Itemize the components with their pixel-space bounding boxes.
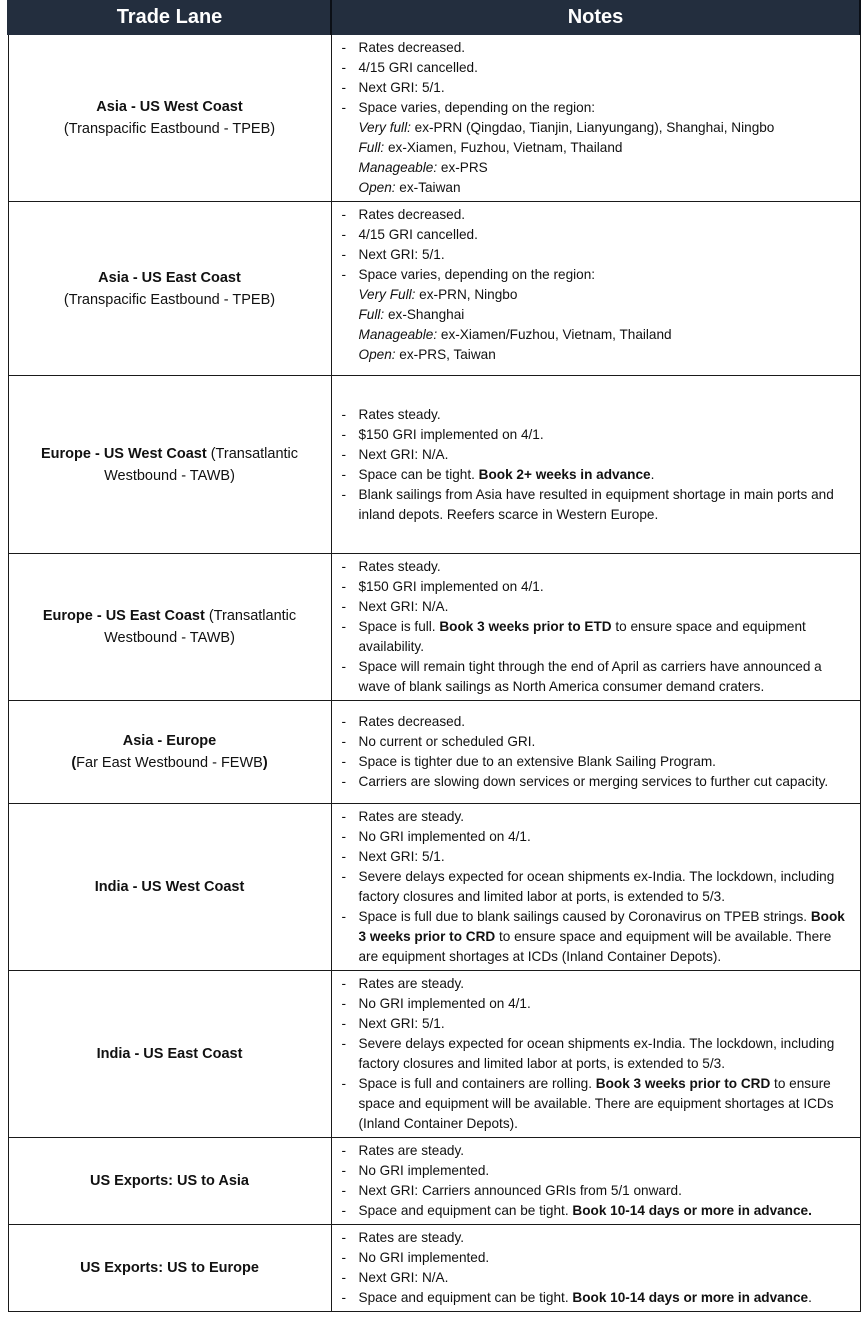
notes-list [340,557,852,697]
note-item: - No current or scheduled GRI. [340,732,852,752]
trade-lane-cell [8,554,331,701]
note-item [340,907,852,967]
notes-cell [331,35,860,202]
trade-lane-cell [8,1225,331,1312]
notes-cell [331,971,860,1138]
note-text: . [650,466,655,482]
lane-subtitle-text: Far East Westbound - FEWB [76,755,263,771]
note-item: - Next GRI: 5/1. [340,1014,852,1034]
region-line [340,158,852,178]
note-item: - Next GRI: 5/1. [340,847,852,867]
lane-subtitle [17,752,323,774]
column-header-notes: Notes [331,0,860,35]
note-item: - Next GRI: N/A. [340,597,852,617]
note-item: - Severe delays expected for ocean shipments ex-India. The lockdown, including factory closures and limited labor at ports, is extended to 5/3. [340,1034,852,1074]
trade-lane-cell [8,202,331,376]
lane-title: Asia - US East Coast [98,269,241,286]
note-emphasis: Book 3 weeks prior to ETD [439,619,612,634]
note-emphasis: Book 2+ weeks in advance [478,466,651,482]
region-line [340,325,852,345]
note-item: - Space varies, depending on the region: [340,265,852,285]
region-value: ex-Xiamen, Fuzhou, Vietnam, Thailand [384,140,623,155]
note-emphasis: Book 10-14 days or more in advance [572,1290,809,1305]
note-text: Space can be tight. [358,466,479,482]
table-row [8,1225,860,1312]
lane-title: US Exports: US to Asia [90,1173,249,1189]
region-line [340,345,852,365]
note-item: - Rates are steady. [340,974,852,994]
note-item: - Next GRI: 5/1. [340,245,852,265]
notes-list [340,712,852,792]
column-header-trade-lane: Trade Lane [8,0,331,35]
paren-open: ( [71,755,77,771]
region-value: ex-Xiamen/Fuzhou, Vietnam, Thailand [437,327,672,342]
note-text: Space and equipment can be tight. [358,1203,573,1218]
notes-cell [331,202,860,376]
trade-lane-cell [8,1138,331,1225]
trade-lane-cell [8,971,331,1138]
region-line [340,138,852,158]
note-item: - Rates are steady. [340,1228,852,1248]
note-item: - Carriers are slowing down services or merging services to further cut capacity. [340,772,852,792]
region-label: Manageable: [358,327,438,342]
note-item: - Space varies, depending on the region: [340,98,852,118]
notes-cell [331,376,860,554]
note-item: - No GRI implemented on 4/1. [340,827,852,847]
table-row [8,804,860,971]
region-label: Very full: [358,120,411,135]
lane-title: US Exports: US to Europe [80,1260,259,1276]
trade-lane-cell [8,35,331,202]
lane-title: Europe - US West Coast [40,445,207,462]
region-label: Full: [358,140,385,155]
region-line [340,285,852,305]
note-item: - No GRI implemented. [340,1248,852,1268]
note-item: - Next GRI: N/A. [340,445,852,465]
note-text: Space and equipment can be tight. [358,1290,573,1305]
table-row [8,554,860,701]
note-item: - Next GRI: Carriers announced GRIs from 5/1 onward. [340,1181,852,1201]
note-item: - Rates decreased. [340,205,852,225]
region-label: Manageable: [358,160,438,175]
table-row [8,202,860,376]
note-emphasis: Book 10-14 days or more in advance. [572,1203,812,1218]
table-row [8,971,860,1138]
lane-subtitle: (Transatlantic Westbound - TAWB) [104,608,297,646]
note-item: - Severe delays expected for ocean shipments ex-India. The lockdown, including factory closures and limited labor at ports, is extended to 5/3. [340,867,852,907]
lane-title: India - US West Coast [94,879,245,895]
note-item: - Rates decreased. [340,712,852,732]
note-item: - Blank sailings from Asia have resulted in equipment shortage in main ports and inland depots. Reefers scarce in Western Europe. [340,485,852,525]
region-value: ex-PRN, Ningbo [415,287,518,302]
notes-list [340,1141,852,1221]
notes-list [340,205,852,285]
note-text: to ensure space and equipment will be available. There are equipment shortages at ICDs (Inland Container Depots). [358,1076,834,1131]
note-item: - No GRI implemented on 4/1. [340,994,852,1014]
notes-list [340,807,852,967]
note-item: - Next GRI: 5/1. [340,78,852,98]
notes-list [340,974,852,1134]
lane-subtitle: (Transpacific Eastbound - TPEB) [63,291,276,308]
region-value: ex-PRN (Qingdao, Tianjin, Lianyungang), Shanghai, Ningbo [410,120,775,135]
note-item [340,617,852,657]
note-emphasis: Book 3 weeks prior to CRD [358,909,845,944]
notes-cell [331,1138,860,1225]
region-label: Open: [358,347,396,362]
lane-subtitle: (Transpacific Eastbound - TPEB) [63,121,276,137]
note-item [340,1201,852,1221]
note-text: to ensure space and equipment availability. [358,619,806,654]
note-emphasis: Book 3 weeks prior to CRD [595,1076,771,1091]
trade-lane-cell [8,701,331,804]
table-row [8,701,860,804]
note-item: - Space will remain tight through the end of April as carriers have announced a wave of blank sailings as North America consumer demand craters. [340,657,852,697]
note-item: - Next GRI: N/A. [340,1268,852,1288]
note-item: - No GRI implemented. [340,1161,852,1181]
region-label: Open: [358,180,396,195]
notes-list [340,1228,852,1308]
note-item: - Rates decreased. [340,38,852,58]
notes-cell [331,804,860,971]
notes-list [340,405,852,525]
region-line [340,178,852,198]
table-row [8,1138,860,1225]
note-text: Space is full due to blank sailings caused by Coronavirus on TPEB strings. [358,909,811,924]
note-item: - Rates steady. [340,405,852,425]
note-item: - Rates are steady. [340,1141,852,1161]
region-line [340,118,852,138]
note-item [340,1288,852,1308]
trade-lane-table [7,0,861,1312]
note-text: to ensure space and equipment will be available. There are equipment shortages at ICDs (Inland Container Depots). [358,929,832,964]
table-row [8,376,860,554]
trade-lane-cell [8,804,331,971]
note-text: . [808,1290,812,1305]
notes-cell [331,554,860,701]
note-item: - Rates steady. [340,557,852,577]
note-item: - 4/15 GRI cancelled. [340,58,852,78]
note-item [340,1074,852,1134]
region-value: ex-PRS [437,160,488,175]
note-item: - Rates are steady. [340,807,852,827]
region-label: Full: [358,307,385,322]
region-value: ex-Shanghai [384,307,465,322]
lane-title: Asia - US West Coast [96,99,243,115]
note-item: - $150 GRI implemented on 4/1. [340,577,852,597]
paren-close: ) [262,755,268,771]
region-line [340,305,852,325]
region-value: ex-Taiwan [395,180,461,195]
lane-title: India - US East Coast [96,1046,243,1062]
note-item: - $150 GRI implemented on 4/1. [340,425,852,445]
note-item: - 4/15 GRI cancelled. [340,225,852,245]
region-label: Very Full: [358,287,416,302]
notes-cell [331,1225,860,1312]
table-row [8,35,860,202]
trade-lane-cell [8,376,331,554]
notes-cell [331,701,860,804]
note-item: - Space is tighter due to an extensive Blank Sailing Program. [340,752,852,772]
lane-subtitle: (Transatlantic Westbound - TAWB) [104,445,299,484]
region-value: ex-PRS, Taiwan [395,347,496,362]
notes-list [340,38,852,118]
note-text: Space is full. [358,619,440,634]
note-item [340,465,852,485]
lane-title: Asia - Europe [122,733,217,749]
note-text: Space is full and containers are rolling. [358,1076,596,1091]
lane-title: Europe - US East Coast [42,608,205,624]
table-header-row [8,0,860,35]
